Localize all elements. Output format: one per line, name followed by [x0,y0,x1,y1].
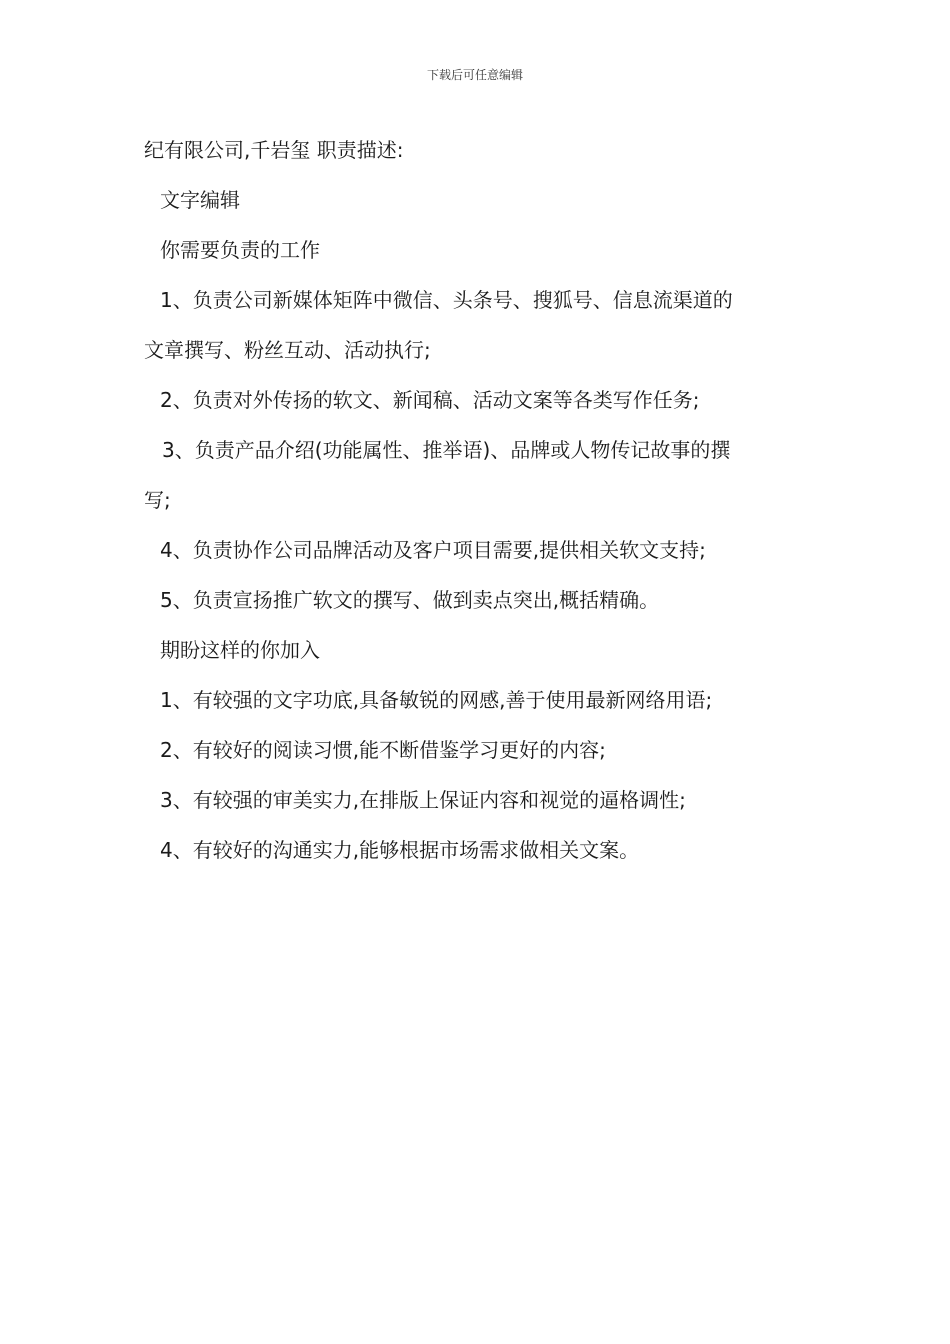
responsibility-item-1: 1、负责公司新媒体矩阵中微信、头条号、搜狐号、信息流渠道的 [160,288,733,312]
company-line: 纪有限公司,千岩玺 职责描述: [144,138,404,162]
requirement-item-2: 2、有较好的阅读习惯,能不断借鉴学习更好的内容; [160,738,606,762]
requirements-heading: 期盼这样的你加入 [160,638,320,662]
responsibility-item-1-continued: 文章撰写、粉丝互动、活动执行; [144,338,431,362]
responsibility-item-3: 3、负责产品介绍(功能属性、推举语)、品牌或人物传记故事的撰 [162,438,731,462]
job-title-line: 文字编辑 [160,188,240,212]
requirement-item-3: 3、有较强的审美实力,在排版上保证内容和视觉的逼格调性; [160,788,686,812]
requirement-item-4: 4、有较好的沟通实力,能够根据市场需求做相关文案。 [160,838,640,862]
responsibility-item-4: 4、负责协作公司品牌活动及客户项目需要,提供相关软文支持; [160,538,706,562]
requirement-item-1: 1、有较强的文字功底,具备敏锐的网感,善于使用最新网络用语; [160,688,713,712]
responsibilities-heading: 你需要负责的工作 [160,238,320,262]
responsibility-item-2: 2、负责对外传扬的软文、新闻稿、活动文案等各类写作任务; [160,388,700,412]
responsibility-item-5: 5、负责宣扬推广软文的撰写、做到卖点突出,概括精确。 [160,588,660,612]
page-header: 下载后可任意编辑 [426,68,523,82]
responsibility-item-3-continued: 写; [144,488,171,512]
